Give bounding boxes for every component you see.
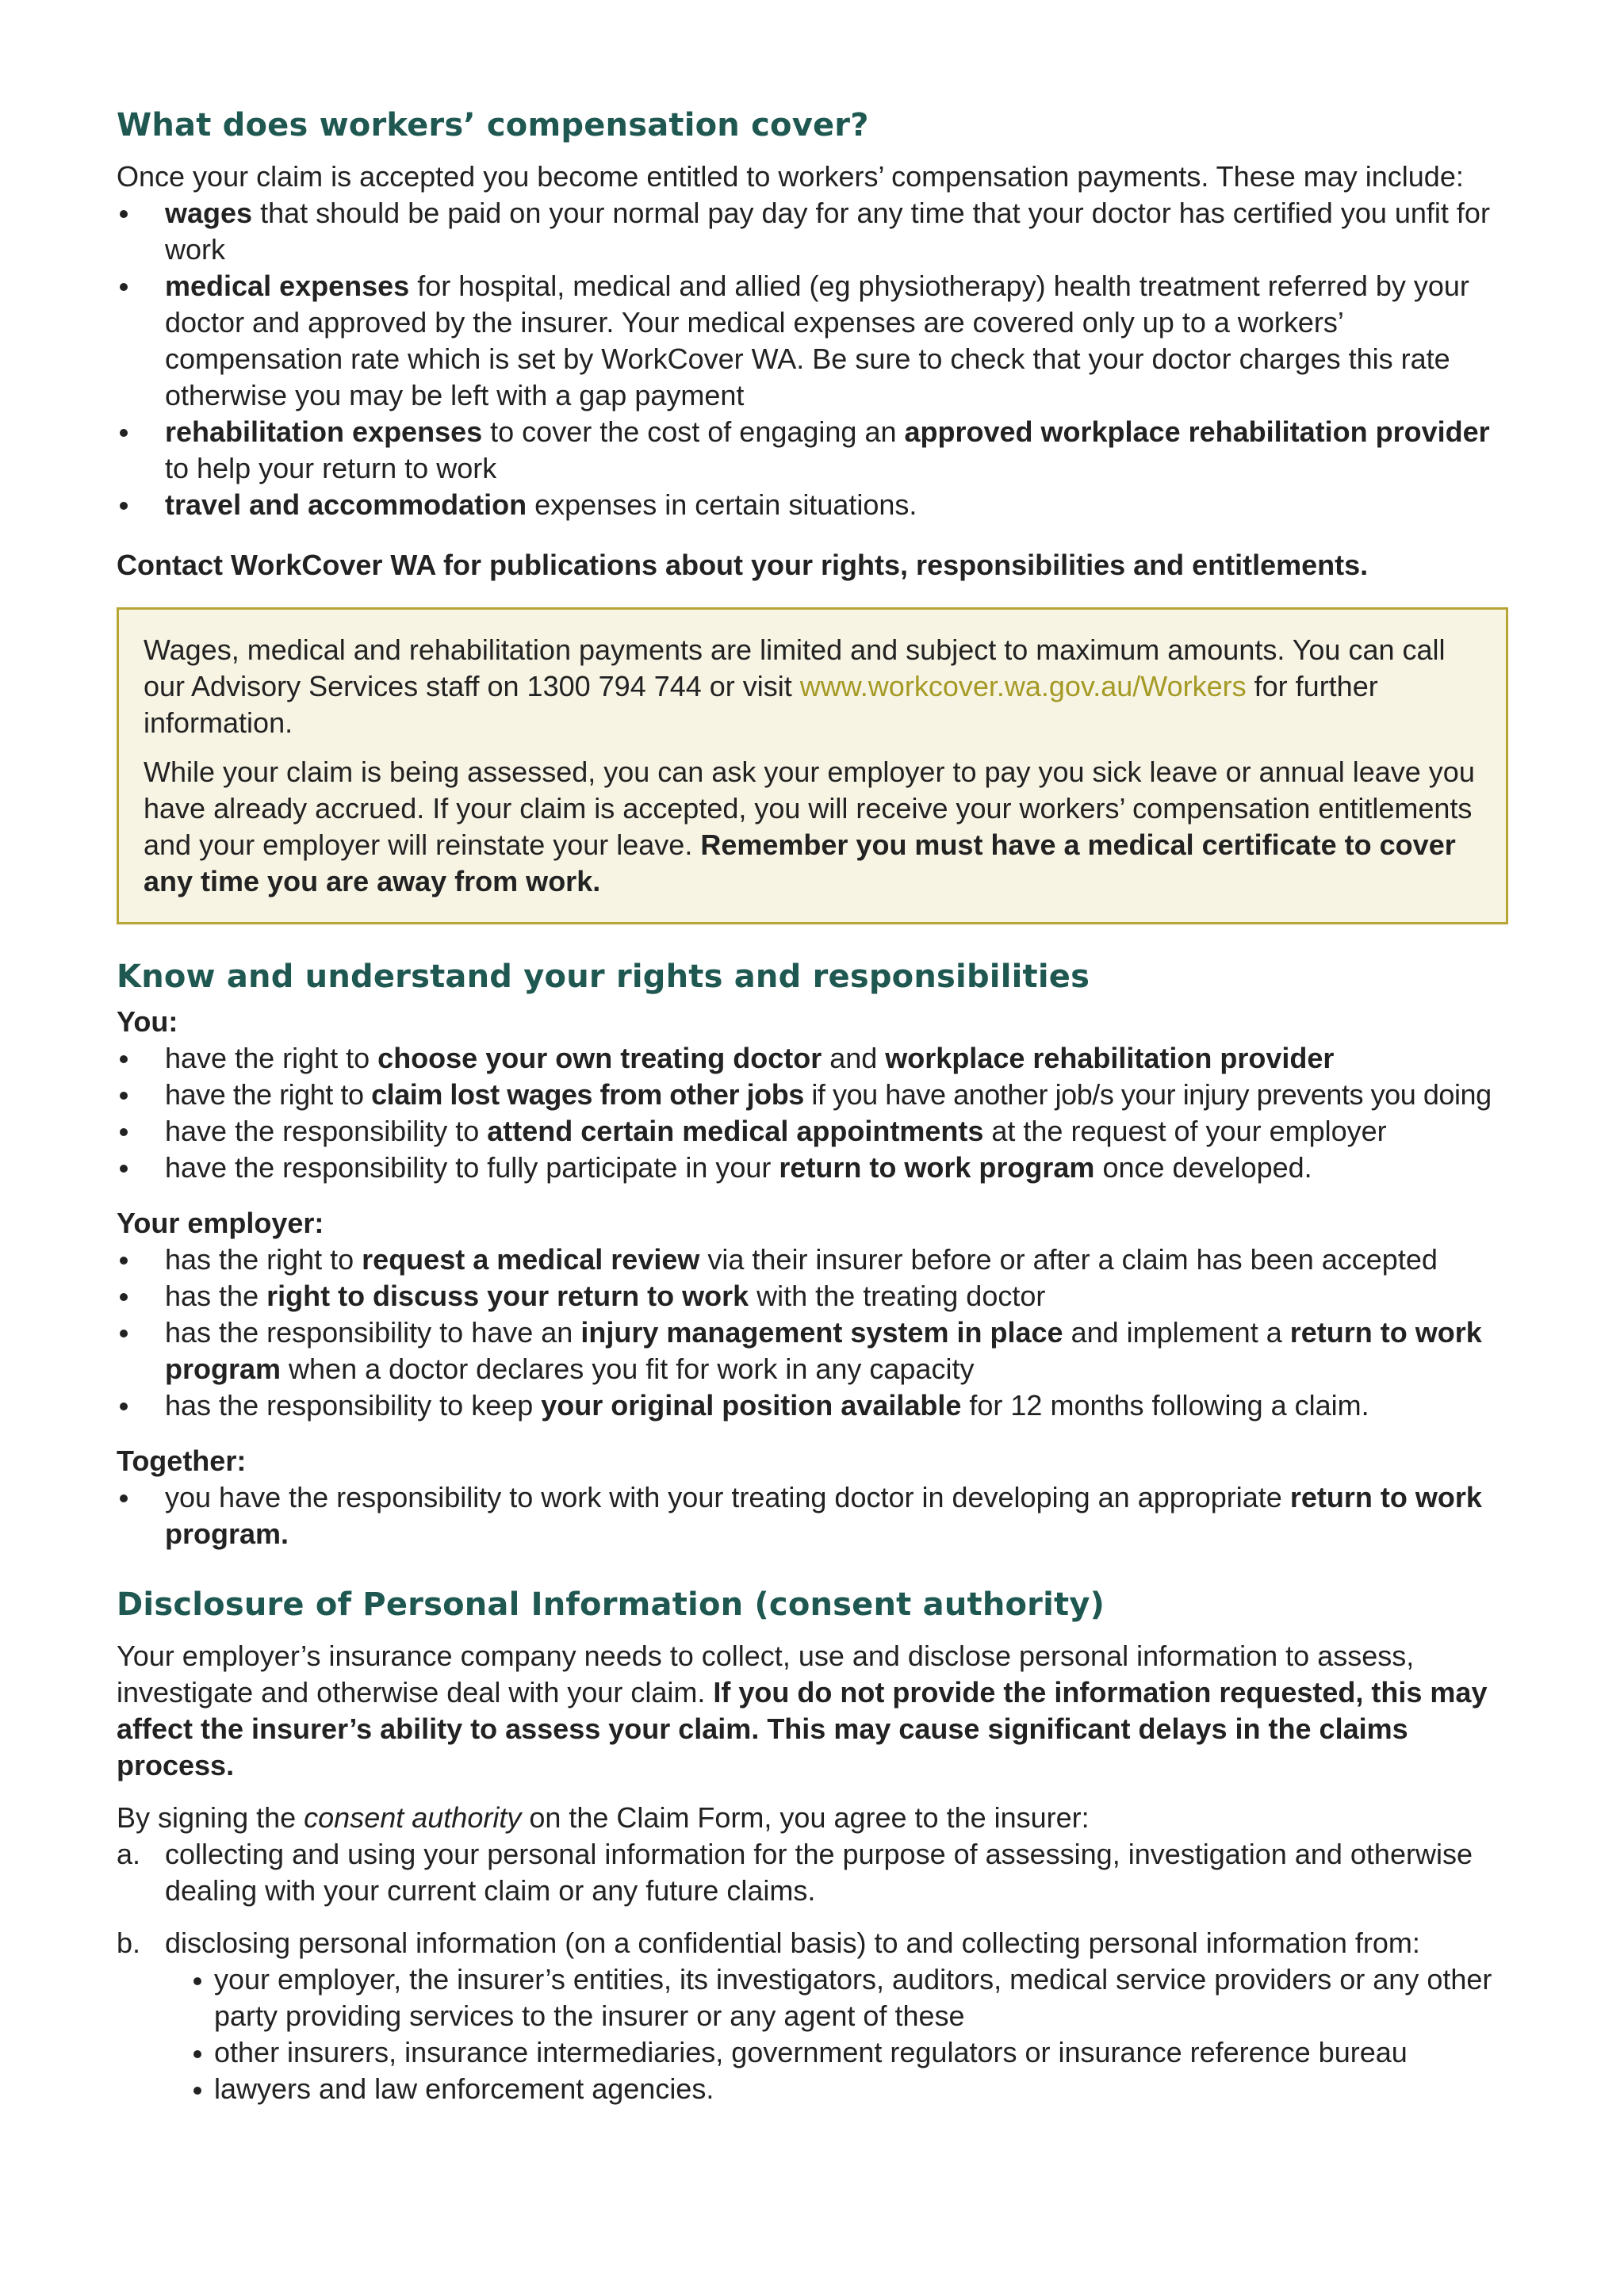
list-item: a. collecting and using your personal information for the purpose of assessing, investigation and otherwise dealing with your current claim or any future claims. xyxy=(117,1838,1473,1907)
together-list xyxy=(117,1479,1512,1552)
list-item: you have the responsibility to work with your treating doctor in developing an appropriate return to work program. xyxy=(117,1479,1512,1552)
list-item: wages that should be paid on your normal pay day for any time that your doctor has certified you unfit for work xyxy=(117,195,1512,268)
list-item: medical expenses for hospital, medical and allied (eg physiotherapy) health treatment referred by your doctor and approved by the insurer. Your medical expenses are covered only up to a workers’ compensation rate which is set by WorkCover WA. Be sure to check that your doctor charges this rate otherwise you may be left with a gap payment xyxy=(117,268,1512,414)
list-item: other insurers, insurance intermediaries, government regulators or insurance reference bureau xyxy=(117,2034,1512,2071)
list-item: travel and accommodation expenses in certain situations. xyxy=(117,487,1512,523)
disclosure-paragraph: Your employer’s insurance company needs to collect, use and disclose personal information to assess, investigate and otherwise deal with your claim. If you do not provide the information requested, this may affect the insurer’s ability to assess your claim. This may cause significant delays in the claims process. xyxy=(117,1640,1488,1781)
employer-rights-list xyxy=(117,1242,1512,1424)
coverage-list xyxy=(117,195,1512,523)
consent-list xyxy=(117,1836,1512,1961)
list-item: have the right to claim lost wages from other jobs if you have another job/s your injury prevents you doing xyxy=(117,1077,1512,1113)
page-content xyxy=(117,105,1512,2107)
section-heading-compensation-cover: What does workers’ compensation cover? xyxy=(117,107,869,144)
together-label: Together: xyxy=(117,1445,247,1477)
workcover-workers-link[interactable]: www.workcover.wa.gov.au/Workers xyxy=(799,670,1247,702)
you-label: You: xyxy=(117,1005,178,1038)
disclosure-sub-list xyxy=(117,1961,1512,2107)
consent-paragraph: By signing the consent authority on the Claim Form, you agree to the insurer: xyxy=(117,1801,1090,1834)
list-item: rehabilitation expenses to cover the cost of engaging an approved workplace rehabilitation provider to help your return to work xyxy=(117,414,1512,487)
intro-paragraph: Once your claim is accepted you become entitled to workers’ compensation payments. These may include: xyxy=(117,160,1464,193)
list-item: have the right to choose your own treating doctor and workplace rehabilitation provider xyxy=(117,1040,1512,1077)
list-item: has the right to discuss your return to work with the treating doctor xyxy=(117,1278,1512,1314)
list-item: have the responsibility to attend certain medical appointments at the request of your employer xyxy=(117,1113,1512,1150)
contact-note: Contact WorkCover WA for publications about your rights, responsibilities and entitlements. xyxy=(117,549,1369,581)
list-item: b. disclosing personal information (on a confidential basis) to and collecting personal information from: xyxy=(117,1927,1420,1959)
info-callout-box xyxy=(117,607,1508,924)
callout-paragraph: While your claim is being assessed, you can ask your employer to pay you sick leave or annual leave you have already accrued. If your claim is accepted, you will receive your workers’ compensation entitlements and your employer will reinstate your leave. Remember you must have a medical certificate to cover any time you are away from work. xyxy=(144,756,1475,897)
list-item: has the responsibility to keep your original position available for 12 months following a claim. xyxy=(117,1387,1512,1424)
list-item: lawyers and law enforcement agencies. xyxy=(117,2071,1512,2107)
section-heading-rights-responsibilities: Know and understand your rights and responsibilities xyxy=(117,959,1090,995)
employer-label: Your employer: xyxy=(117,1207,324,1239)
section-heading-disclosure: Disclosure of Personal Information (consent authority) xyxy=(117,1586,1105,1623)
list-item: have the responsibility to fully participate in your return to work program once developed. xyxy=(117,1150,1512,1186)
list-item: your employer, the insurer’s entities, its investigators, auditors, medical service providers or any other party providing services to the insurer or any agent of these xyxy=(117,1961,1512,2034)
you-rights-list xyxy=(117,1040,1512,1186)
list-item: has the responsibility to have an injury management system in place and implement a return to work program when a doctor declares you fit for work in any capacity xyxy=(117,1314,1512,1387)
callout-paragraph: Wages, medical and rehabilitation payments are limited and subject to maximum amounts. You can call our Advisory Services staff on 1300 794 744 or visit www.workcover.wa.gov.au/Workers for further information. xyxy=(144,633,1446,739)
list-item: has the right to request a medical review via their insurer before or after a claim has been accepted xyxy=(117,1242,1512,1278)
